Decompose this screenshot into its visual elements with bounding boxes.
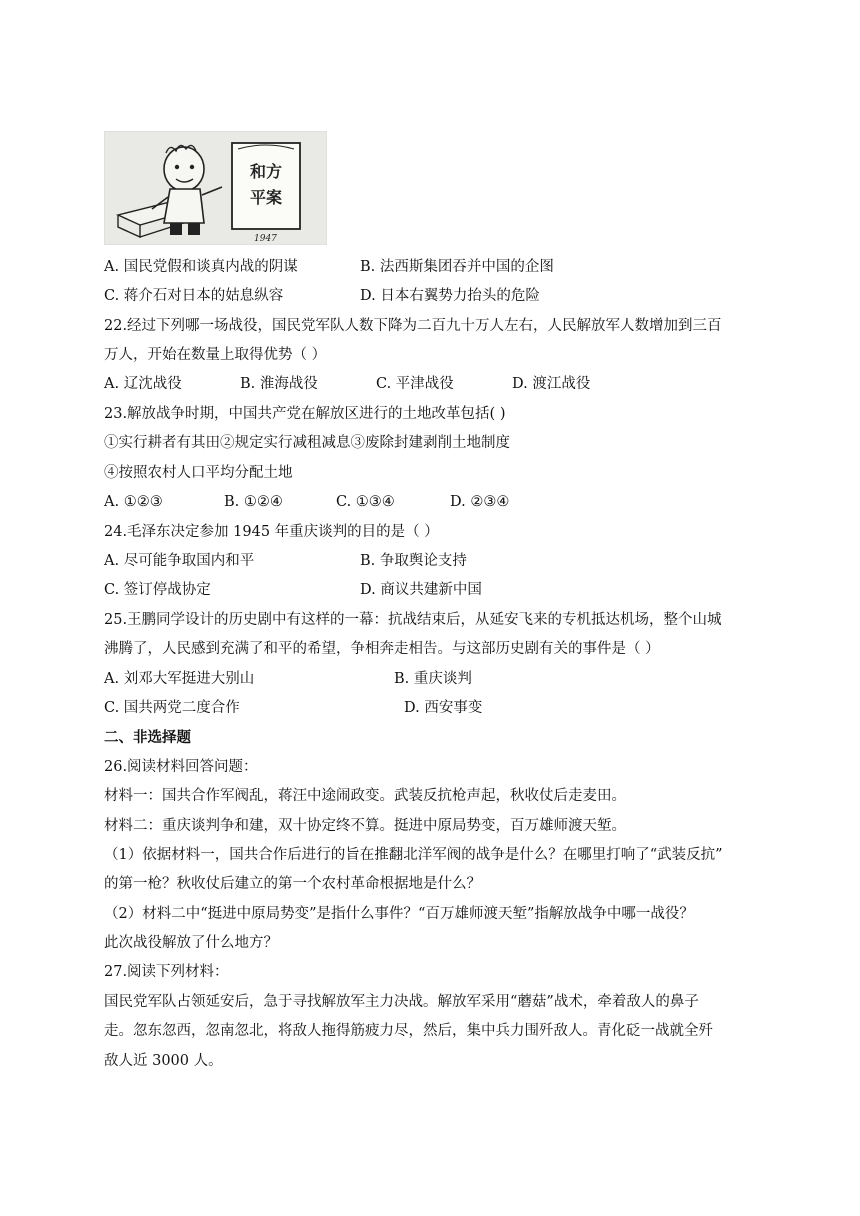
q26-subq1-line2: 的第一枪？秋收仗后建立的第一个农村革命根据地是什么？ <box>104 876 481 892</box>
section-heading: 二、非选择题 <box>104 730 191 746</box>
q24-option-c: C. 签订停战协定 <box>104 582 211 598</box>
q23-option-d: D. ②③④ <box>450 494 510 510</box>
q27-line2: 国民党军队占领延安后，急于寻找解放军主力决战。解放军采用“蘑菇”战术，牵着敌人的鼻子 <box>104 994 699 1010</box>
q26-material1: 材料一：国共合作军阀乱，蒋汪中途闹政变。武装反抗枪声起，秋收仗后走麦田。 <box>104 788 626 804</box>
q25-option-a: A. 刘邓大军挺进大别山 <box>104 671 255 687</box>
q22-stem-line2: 万人，开始在数量上取得优势（ ） <box>104 347 327 363</box>
q26-line1: 26.阅读材料回答问题： <box>104 759 258 775</box>
q23-stem-line1: 23.解放战争时期，中国共产党在解放区进行的土地改革包括( ) <box>104 406 506 422</box>
q25-stem-line2: 沸腾了，人民感到充满了和平的希望，争相奔走相告。与这部历史剧有关的事件是（ ） <box>104 641 660 657</box>
q21-option-b: B. 法西斯集团吞并中国的企图 <box>360 259 554 275</box>
q23-option-a: A. ①②③ <box>104 494 163 510</box>
sign-text-bottom: 平案 <box>249 188 283 207</box>
q25-option-b: B. 重庆谈判 <box>394 671 472 687</box>
q26-material2: 材料二：重庆谈判争和建，双十协定终不算。挺进中原局势变，百万雄师渡天堑。 <box>104 818 626 834</box>
q26-subq2-line1: （2）材料二中“挺进中原局势变”是指什么事件？“百万雄师渡天堑”指解放战争中哪一战役？ <box>104 906 694 922</box>
q21-option-a: A. 国民党假和谈真内战的阴谋 <box>104 259 298 275</box>
sign-text-top: 和方 <box>249 162 283 181</box>
q27-line1: 27.阅读下列材料： <box>104 964 229 980</box>
q22-stem-line1: 22.经过下列哪一场战役，国民党军队人数下降为二百九十万人左右，人民解放军人数增加到三百 <box>104 318 722 334</box>
q22-option-a: A. 辽沈战役 <box>104 376 182 392</box>
cartoon-year: 1947 <box>254 234 277 244</box>
q22-option-c: C. 平津战役 <box>376 376 454 392</box>
q26-subq2-line2: 此次战役解放了什么地方？ <box>104 935 278 951</box>
q24-option-d: D. 商议共建新中国 <box>360 582 482 598</box>
q25-option-c: C. 国共两党二度合作 <box>104 700 240 716</box>
q25-option-d: D. 西安事变 <box>404 700 483 716</box>
q23-stem-line2: ①实行耕者有其田②规定实行减租减息③废除封建剥削土地制度 <box>104 435 510 451</box>
q26-subq1-line1: （1）依据材料一，国共合作后进行的旨在推翻北洋军阀的战争是什么？在哪里打响了“武装反抗” <box>104 847 723 863</box>
q27-line4: 敌人近 3000 人。 <box>104 1053 223 1069</box>
q27-line3: 走。忽东忽西，忽南忽北，将敌人拖得筋疲力尽，然后，集中兵力围歼敌人。青化砭一战就全歼 <box>104 1023 713 1039</box>
q25-stem-line1: 25.王鹏同学设计的历史剧中有这样的一幕：抗战结束后，从延安飞来的专机抵达机场，整个山城 <box>104 612 722 628</box>
q22-option-b: B. 淮海战役 <box>240 376 318 392</box>
political-cartoon-image <box>104 131 327 245</box>
q21-option-c: C. 蒋介石对日本的姑息纵容 <box>104 288 284 304</box>
q22-option-d: D. 渡江战役 <box>512 376 591 392</box>
q24-stem: 24.毛泽东决定参加 1945 年重庆谈判的目的是（ ） <box>104 524 439 540</box>
q21-option-d: D. 日本右翼势力抬头的危险 <box>360 288 540 304</box>
q23-option-c: C. ①③④ <box>336 494 395 510</box>
q23-stem-line3: ④按照农村人口平均分配土地 <box>104 465 293 481</box>
q24-option-a: A. 尽可能争取国内和平 <box>104 553 255 569</box>
q23-option-b: B. ①②④ <box>224 494 283 510</box>
q24-option-b: B. 争取舆论支持 <box>360 553 467 569</box>
